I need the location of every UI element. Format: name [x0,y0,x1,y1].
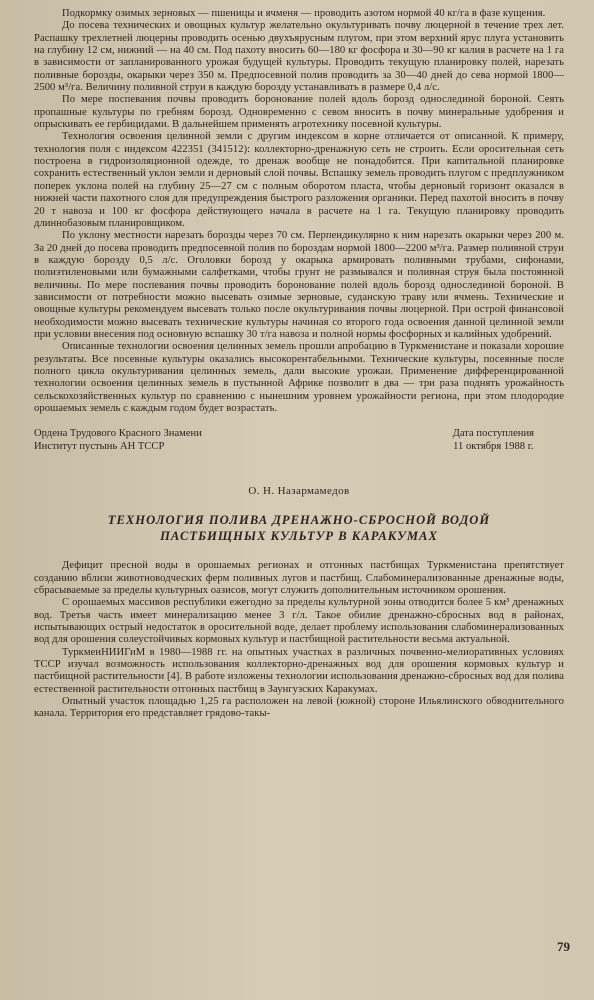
page-number: 79 [557,939,570,954]
article-title [34,513,564,544]
affiliation-block [34,427,564,453]
paragraph: Описанные технологии освоения целинных земель прошли апробацию в Туркменистане и показали хорошие результаты. Все посевные культуры оказались высокорентабельными. Технические культуры, посеянные после полного цикла окультуривания целинных земель, дали высокие урожаи. Применение дифференцированной технологии освоения целинных земель в пустынной Африке позволит в два — три раза поднять урожайность сельскохозяйственных культур по сравнению с нынешним уровнем урожайности региона, при этом плодородие орошаемых земель с каждым годом будет возрастать. [34,341,564,414]
paragraph: С орошаемых массивов республики ежегодно за пределы культурной зоны отводится более 5 км³ дренажных вод. Третья часть имеет минерализацию менее 3 г/л. Такое обилие дренажно-сбросных вод в районах, испытывающих острый недостаток в оросительной воде, делает проблему использования слабоминерализованных вод для орошения солеустойчивых кормовых культур и пастбищной растительности весьма актуальной. [34,597,564,646]
paragraph: Дефицит пресной воды в орошаемых регионах и отгонных пастбищах Туркменистана препятствует созданию вблизи животноводческих ферм поливных лугов и пастбищ. Слабоминерализованные дренажные воды, сбрасываемые за пределы культурных оазисов, могут служить дополнительным источником орошения. [34,560,564,597]
institution-line-2: Институт пустынь АН ТССР [34,441,165,453]
paragraph: До посева технических и овощных культур желательно окультуривать почву люцерной в течение трех лет. Распашку трехлетней люцерны проводить осенью двухъярусным плугом, при этом верхний ярус плуга установить на глубину 12 см, нижний — на 40 см. Под пахоту вносить 60—180 кг фосфора и 30—90 кг калия в расчете на 1 га в зависимости от запланированного урожая будущей культуры. Проводить текущую планировку полей, нарезать поливные борозды, окарыки через 350 м. Предпосевной полив проводить за 30—40 дней до сева нормой 1800—2500 м³/га. Величину поливной струи в каждую борозду устанавливать в размере 0,4 л/с. [34,20,564,94]
received-label: Дата поступления [452,428,534,440]
article-author: О. Н. Назармамедов [248,485,350,498]
institution-line-1: Ордена Трудового Красного Знамени [34,428,202,440]
received-date: 11 октября 1988 г. [453,441,534,453]
title-line-2: ПАСТБИЩНЫХ КУЛЬТУР В КАРАКУМАХ [160,528,438,543]
paragraph: Опытный участок площадью 1,25 га расположен на левой (южной) стороне Ильялинского обводнительного канала. Территория его представляет грядово-такы- [34,696,564,720]
paragraph: Подкормку озимых зерновых — пшеницы и ячменя — проводить азотом нормой 40 кг/га в фазе кущения. [62,8,546,19]
article-body [34,560,564,720]
paragraph: По уклону местности нарезать борозды через 70 см. Перпендикулярно к ним нарезать окарыки через 200 м. За 20 дней до посева проводить предпосевной полив по бороздам нормой 1800—2200 м³/га. Размер поливной струи в каждую борозду 0,5 л/с. Оголовки борозд у окарыка армировать поливными трубами, сифонами, полиэтиленовыми или бумажными салфетками, чтобы грунт не размывался и поливная струя была постоянной величины. По мере поспевания почвы проводить боронование полей вдоль борозд однослединой бороной. В зависимости от потребности можно высевать озимые зерновые, суданскую траву или ячмень. Технические и овощные культуры рекомендуем высевать только после окультуривания почвы люцерной. При острой финансовой необходимости можно высевать технические культуры начиная со второго года освоения данной целинной земли при условии внесения под основную вспашку 30 т/га навоза и полной нормы фосфорных и калийных удобрений. [34,230,564,340]
intro-section [34,8,564,415]
title-line-1: ТЕХНОЛОГИЯ ПОЛИВА ДРЕНАЖНО-СБРОСНОЙ ВОДОЙ [107,513,491,528]
paragraph: По мере поспевания почвы проводить боронование полей вдоль борозд однослединой бороной. Сеять пропашные культуры по гребням борозд. Одновременно с севом вносить в почву минеральные удобрения и опрыскивать ее гербицидами. В дальнейшем применять агротехнику посевной культуры. [34,94,564,131]
paragraph: ТуркменНИИГиМ в 1980—1988 гг. на опытных участках в различных почвенно-мелиоративных условиях ТССР изучал возможность использования коллекторно-дренажных вод для орошения кормовых культур и пастбищной растительности [4]. В работе изложены технологии использования дренажно-сбросных вод для полива естественной растительности отгонных пастбищ в Заунгузских Каракумах. [34,646,564,695]
paragraph: Технология освоения целинной земли с другим индексом в корне отличается от описанной. К примеру, технология поля с индексом 422351 (341512): коллекторно-дренажную сеть не строить. Если оросительная сеть построена в гидроизоляционной одежде, то дренаж вообще не понадобится. При капитальной планировке сохранить естественный уклон земли и дерновый слой почвы. Вспашку земель проводить плугом с предплужником поперек уклона полей на глубину 25—27 см с полным оборотом пласта, чтобы дерновый горизонт оказался в нижней части пахотного слоя для предупреждения быстрого разложения органики. Перед пахотой вносить в почву 20 т навоза и 100 кг фосфора действующего начала в расчете на 1 га. Текущую планировку проводить длиннобазовым планировщиком. [34,131,564,229]
